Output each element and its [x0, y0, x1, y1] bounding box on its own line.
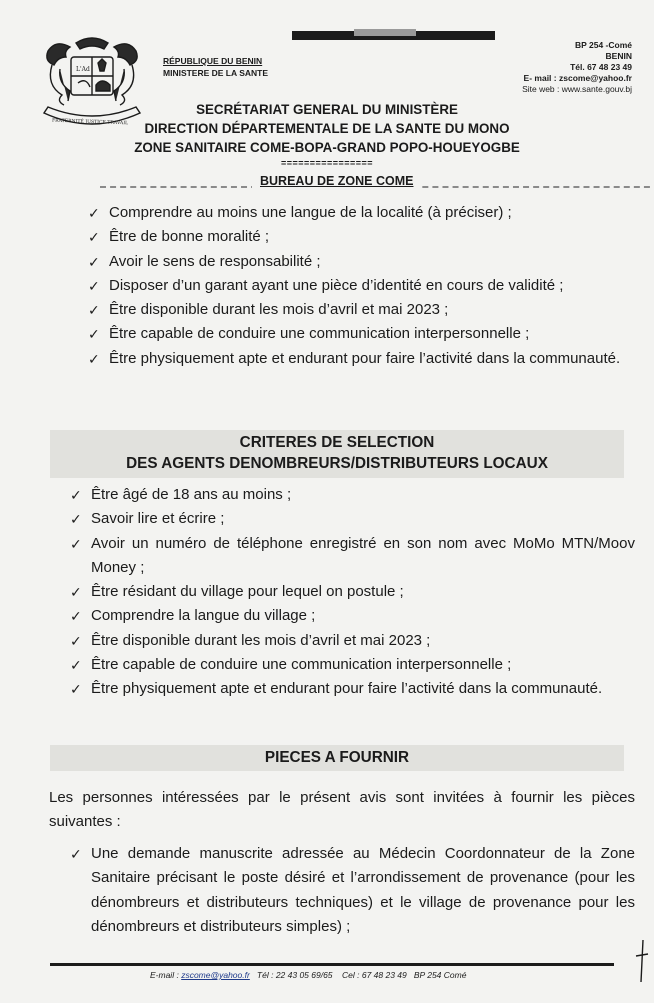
check-icon: ✓	[70, 657, 82, 674]
contact-tel: Tél. 67 48 23 49	[570, 62, 632, 72]
list-item	[88, 347, 625, 371]
check-icon: ✓	[70, 535, 82, 552]
list-item-text: Être capable de conduire une communication interpersonnelle ;	[109, 325, 530, 343]
title-separator: ================	[280, 158, 374, 168]
title-line-2: DIRECTION DÉPARTEMENTALE DE LA SANTE DU MONO	[144, 121, 510, 136]
check-icon: ✓	[70, 846, 82, 862]
list-item-text: Être capable de conduire une communication interpersonnelle ;	[91, 656, 512, 674]
list-item-text: Être physiquement apte et endurant pour faire l’activité dans la communauté.	[91, 680, 603, 698]
list-item	[88, 250, 625, 274]
section-title-line-2: DES AGENTS DENOMBREURS/DISTRIBUTEURS LOCAUX	[126, 455, 548, 472]
list-item	[70, 677, 635, 701]
list-item-text: Comprendre au moins une langue de la localité (à préciser) ;	[109, 204, 512, 221]
list-item-text: Être âgé de 18 ans au moins ;	[91, 486, 292, 503]
list-item	[70, 532, 635, 581]
footer-cel: Cel : 67 48 23 49	[342, 970, 407, 980]
documents-list	[70, 842, 635, 939]
check-icon: ✓	[70, 632, 82, 649]
title-line-1: SECRÉTARIAT GENERAL DU MINISTÈRE	[196, 102, 458, 117]
initials-mark	[634, 938, 650, 984]
check-icon: ✓	[70, 584, 82, 601]
section-title-line-1: CRITERES DE SELECTION	[239, 434, 435, 451]
list-item-text: Être disponible durant les mois d’avril et mai 2023 ;	[109, 301, 449, 319]
emblem-shield-text: L'Ad	[76, 66, 90, 73]
list-item-text: Une demande manuscrite adressée au Médecin Coordonnateur de la Zone Sanitaire précisant le poste désiré et l’arrondissement de provenance (pour les dénombreurs et distributeurs techniques) et le village de provenance pour les dénombreurs et distributeurs simples) ;	[91, 845, 635, 935]
check-icon: ✓	[70, 608, 82, 625]
list-item	[88, 298, 625, 322]
contact-block	[522, 40, 632, 95]
issuing-authority	[163, 55, 268, 79]
list-item-text: Être résidant du village pour lequel on postule ;	[91, 583, 404, 601]
list-item-text: Être de bonne moralité ;	[109, 228, 270, 246]
check-icon: ✓	[70, 487, 82, 503]
footer-contact	[150, 970, 466, 980]
list-item	[70, 580, 635, 604]
criteria-list-1	[88, 201, 625, 371]
section-title: PIECES A FOURNIR	[264, 749, 410, 766]
list-item	[70, 842, 635, 939]
footer-divider	[50, 963, 614, 966]
check-icon: ✓	[88, 302, 100, 319]
emblem-motto: FRATERNITÉ JUSTICE TRAVAIL	[51, 118, 129, 127]
list-item-text: Comprendre la langue du village ;	[91, 607, 316, 625]
list-item	[70, 604, 635, 628]
contact-email-label: E- mail :	[523, 73, 557, 83]
check-icon: ✓	[88, 277, 100, 294]
contact-website[interactable]: Site web : www.sante.gouv.bj	[522, 84, 632, 94]
list-item-text: Disposer d’un garant ayant une pièce d’identité en cours de validité ;	[109, 276, 564, 294]
list-item	[88, 225, 625, 249]
footer-email-label: E-mail :	[150, 970, 179, 980]
footer-email[interactable]: zscome@yahoo.fr	[181, 970, 250, 980]
footer-tel: Tél : 22 43 05 69/65	[256, 970, 333, 980]
republic-line: RÉPUBLIQUE DU BENIN	[163, 56, 263, 66]
contact-email-line	[522, 73, 632, 84]
list-item	[88, 322, 625, 346]
list-item	[70, 653, 635, 677]
header-top-bar-segment	[354, 29, 416, 36]
check-icon: ✓	[88, 350, 100, 367]
list-item-text: Savoir lire et écrire ;	[91, 510, 225, 528]
list-item-text: Être disponible durant les mois d’avril et mai 2023 ;	[91, 631, 431, 649]
list-item-text: Être physiquement apte et endurant pour faire l’activité dans la communauté.	[109, 349, 621, 367]
contact-email[interactable]: zscome@yahoo.fr	[558, 73, 632, 83]
list-item	[88, 201, 625, 225]
check-icon: ✓	[70, 511, 82, 528]
ministry-line: MINISTERE DE LA SANTE	[163, 68, 268, 78]
check-icon: ✓	[88, 229, 100, 246]
check-icon: ✓	[88, 326, 100, 343]
contact-bp: BP 254 -Comé	[574, 40, 632, 50]
criteria-list-2	[70, 483, 635, 702]
check-icon: ✓	[70, 681, 82, 698]
coat-of-arms-emblem	[38, 35, 146, 133]
contact-country: BENIN	[605, 51, 632, 61]
footer-bp: BP 254 Comé	[413, 970, 467, 980]
section-header-documents	[50, 745, 624, 771]
list-item	[70, 483, 635, 507]
list-item-text: Avoir le sens de responsabilité ;	[109, 252, 321, 270]
list-item	[70, 629, 635, 653]
title-line-3: ZONE SANITAIRE COME-BOPA-GRAND POPO-HOUEYOGBE	[134, 140, 520, 155]
section-header-selection-criteria	[50, 430, 624, 478]
documents-intro: Les personnes intéressées par le présent avis sont invitées à fournir les pièces suivantes :	[49, 789, 635, 830]
header-top-bar	[292, 31, 495, 40]
bureau-title: BUREAU DE ZONE COME	[252, 174, 421, 188]
list-item	[70, 507, 635, 531]
list-item	[88, 274, 625, 298]
check-icon: ✓	[88, 205, 100, 221]
list-item-text: Avoir un numéro de téléphone enregistré en son nom avec MoMo MTN/Moov Money ;	[91, 534, 635, 576]
check-icon: ✓	[88, 253, 100, 270]
